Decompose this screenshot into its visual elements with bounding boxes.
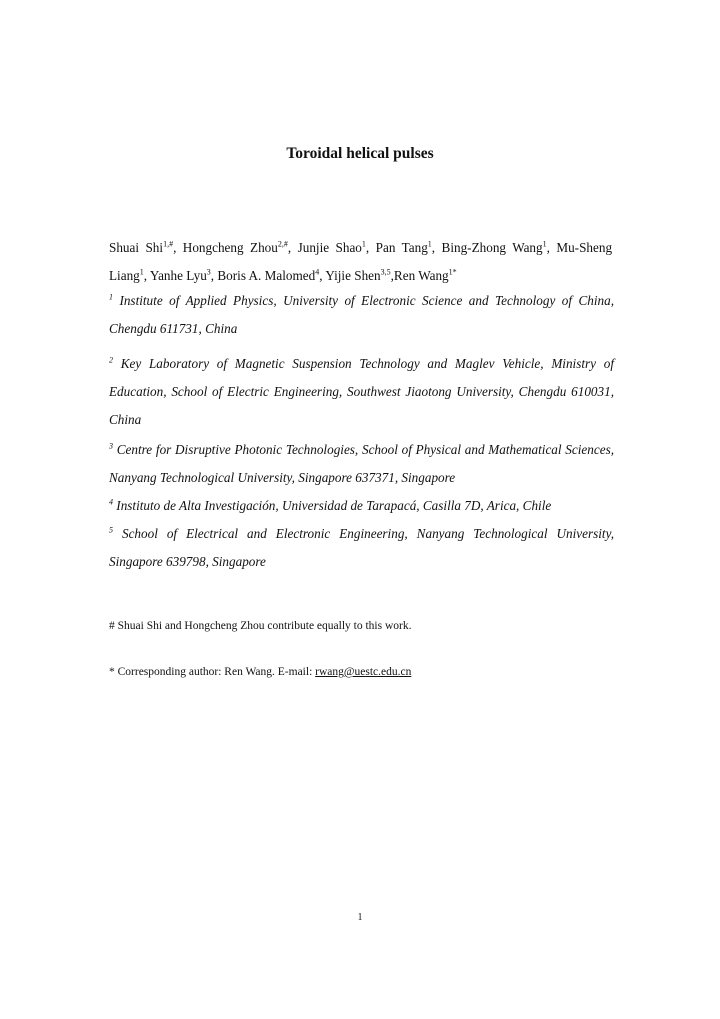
affiliation-1: [109, 287, 614, 343]
author-separator: ,: [546, 240, 557, 255]
author-separator: ,: [287, 240, 298, 255]
author-name: Yanhe Lyu: [149, 268, 207, 283]
author-separator: ,: [365, 240, 376, 255]
author-separator: ,: [210, 268, 218, 283]
author-name: Shuai Shi: [109, 240, 164, 255]
author-affiliation-marker: 1: [361, 239, 366, 249]
author-separator: ,: [319, 268, 326, 283]
affiliation-text: Instituto de Alta Investigación, Universidad de Tarapacá, Casilla 7D, Arica, Chile: [113, 498, 552, 513]
author-affiliation-marker: 1: [139, 267, 144, 277]
author-name: Bing-Zhong Wang: [441, 240, 543, 255]
author-separator: ,: [143, 268, 150, 283]
email-link[interactable]: rwang@uestc.edu.cn: [315, 666, 412, 678]
author-affiliation-marker: 1: [427, 239, 432, 249]
affiliation-number: 1: [109, 292, 113, 302]
author-separator: ,: [390, 268, 394, 283]
equal-contribution-note: # Shuai Shi and Hongcheng Zhou contribute equally to this work.: [109, 620, 412, 632]
author-affiliation-marker: 1*: [448, 267, 457, 277]
author-name: Boris A. Malomed: [217, 268, 316, 283]
author-name: Mu-Sheng Liang: [109, 240, 613, 283]
author-affiliation-marker: 2,#: [277, 239, 288, 249]
author-separator: ,: [173, 240, 183, 255]
author-name: Pan Tang: [375, 240, 428, 255]
page-number: 1: [357, 912, 363, 923]
affiliation-number: 2: [109, 355, 113, 365]
author-affiliation-marker: 1,#: [163, 239, 174, 249]
author-affiliation-marker: 3,5: [380, 267, 391, 277]
affiliation-text: Institute of Applied Physics, University of Electronic Science and Technology of China, Chengdu 611731, China: [109, 293, 614, 336]
author-affiliation-marker: 1: [542, 239, 547, 249]
paper-title: Toroidal helical pulses: [286, 145, 434, 162]
affiliation-number: 3: [109, 441, 113, 451]
corresponding-author-prefix: * Corresponding author: Ren Wang. E-mail:: [109, 666, 316, 678]
affiliation-number: 5: [109, 525, 113, 535]
affiliation-number: 4: [109, 497, 113, 507]
author-separator: ,: [431, 240, 442, 255]
affiliation-5: [109, 520, 614, 576]
author-name: Junjie Shao: [297, 240, 362, 255]
author-name: Yijie Shen: [325, 268, 381, 283]
affiliation-text: School of Electrical and Electronic Engineering, Nanyang Technological University, Singapore 639798, Singapore: [109, 526, 614, 569]
author-list: [109, 234, 612, 290]
affiliation-text: Key Laboratory of Magnetic Suspension Technology and Maglev Vehicle, Ministry of Education, School of Electric Engineering, Southwest Jiaotong University, Chengdu 610031, China: [109, 356, 614, 427]
author-affiliation-marker: 4: [315, 267, 320, 277]
author-affiliation-marker: 3: [206, 267, 211, 277]
affiliation-text: Centre for Disruptive Photonic Technologies, School of Physical and Mathematical Sciences, Nanyang Technological University, Singapore 637371, Singapore: [109, 442, 614, 485]
author-name: Hongcheng Zhou: [182, 240, 278, 255]
corresponding-author-note: [109, 666, 411, 678]
affiliation-4: [109, 492, 614, 520]
author-name: Ren Wang: [393, 268, 449, 283]
affiliation-2: [109, 350, 614, 434]
affiliation-3: [109, 436, 614, 492]
